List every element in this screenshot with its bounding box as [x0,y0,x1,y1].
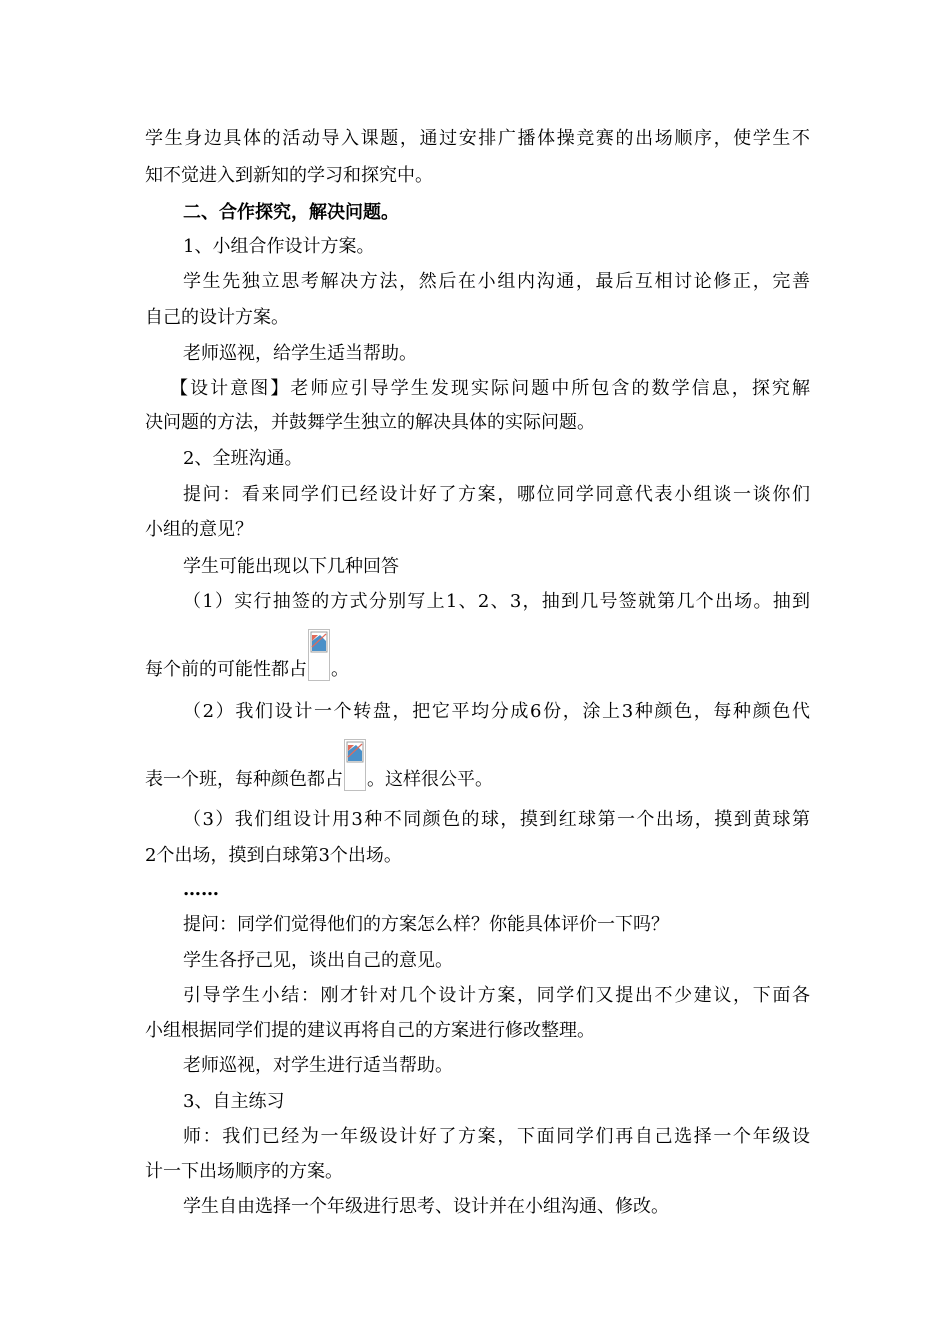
paragraph-line: 学生先独立思考解决方法，然后在小组内沟通，最后互相讨论修正，完善 [183,271,810,292]
paragraph-line: 自己的设计方案。 [145,307,289,328]
paragraph-line: 知不觉进入到新知的学习和探究中。 [145,165,433,186]
paragraph-line: 小组的意见？ [145,519,253,540]
paragraph-line: 计一下出场顺序的方案。 [145,1161,343,1182]
answer-line [145,761,810,793]
paragraph-line: 学生自由选择一个年级进行思考、设计并在小组沟通、修改。 [183,1196,669,1217]
subheading: 2、全班沟通。 [183,448,303,469]
section-heading: 二、合作探究，解决问题。 [183,202,399,223]
answer-line [145,651,810,683]
paragraph-line: 学生各抒己见，谈出自己的意见。 [183,950,453,971]
broken-image-icon [344,739,366,791]
subheading: 3、自主练习 [183,1091,285,1112]
answer-line: 2个出场，摸到白球第3个出场。 [145,845,402,866]
paragraph-line: 提问：同学们觉得他们的方案怎么样？你能具体评价一下吗？ [183,914,669,935]
paragraph-line: 决问题的方法，并鼓舞学生独立的解决具体的实际问题。 [145,412,595,433]
paragraph-line: 老师巡视，给学生适当帮助。 [183,343,417,364]
paragraph-line: 小组根据同学们提的建议再将自己的方案进行修改整理。 [145,1020,595,1041]
subheading: 1、小组合作设计方案。 [183,236,375,257]
broken-image-icon [308,629,330,681]
answer-text: 表一个班，每种颜色都占 [145,769,343,790]
paragraph-line: 学生可能出现以下几种回答 [183,556,399,577]
answer-text: 每个前的可能性都占 [145,659,307,680]
design-intent-line: 【设计意图】老师应引导学生发现实际问题中所包含的数学信息，探究解 [170,378,810,399]
paragraph-line: 师：我们已经为一年级设计好了方案，下面同学们再自己选择一个年级设 [183,1126,810,1147]
ellipsis: …… [183,879,219,900]
answer-line: （3）我们组设计用3种不同颜色的球，摸到红球第一个出场，摸到黄球第 [183,809,810,830]
answer-text: 。这样很公平。 [367,769,493,790]
paragraph-line: 提问：看来同学们已经设计好了方案，哪位同学同意代表小组谈一谈你们 [183,484,810,505]
answer-text: 。 [331,659,349,680]
paragraph-line: 老师巡视，对学生进行适当帮助。 [183,1055,453,1076]
paragraph-line: 引导学生小结：刚才针对几个设计方案，同学们又提出不少建议，下面各 [183,985,810,1006]
paragraph-line: 学生身边具体的活动导入课题，通过安排广播体操竞赛的出场顺序，使学生不 [145,128,810,149]
answer-line: （2）我们设计一个转盘，把它平均分成6份，涂上3种颜色，每种颜色代 [183,701,810,722]
answer-line: （1）实行抽签的方式分别写上1、2、3，抽到几号签就第几个出场。抽到 [183,591,810,612]
